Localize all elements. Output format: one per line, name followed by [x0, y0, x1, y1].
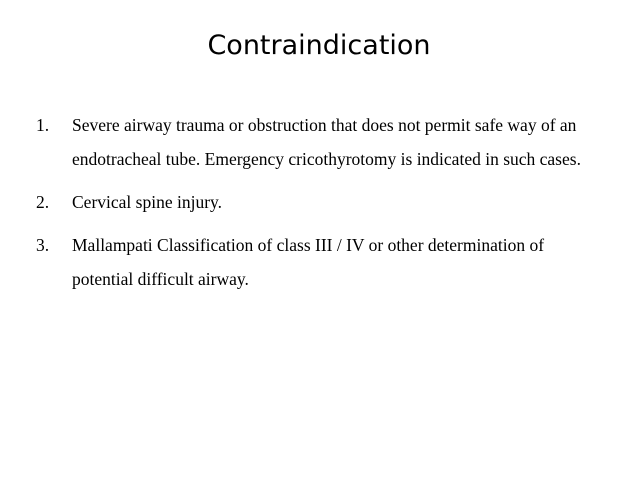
list-item-number: 3. [36, 235, 50, 255]
list-item-text: Severe airway trauma or obstruction that does not permit safe way of an endotracheal tube. Emergency cricothyrotomy is indicated in such cases. [72, 115, 581, 169]
list-item-text: Cervical spine injury. [72, 192, 223, 212]
list-item-number: 1. [36, 115, 50, 135]
list-item-number: 2. [36, 192, 50, 212]
list-item [36, 185, 606, 219]
list-item [36, 108, 606, 176]
slide-title: Contraindication [207, 30, 431, 61]
list-item-text: Mallampati Classification of class III / IV or other determination of potential difficult airway. [72, 235, 545, 289]
contraindication-list [36, 108, 606, 305]
list-item [36, 228, 606, 296]
